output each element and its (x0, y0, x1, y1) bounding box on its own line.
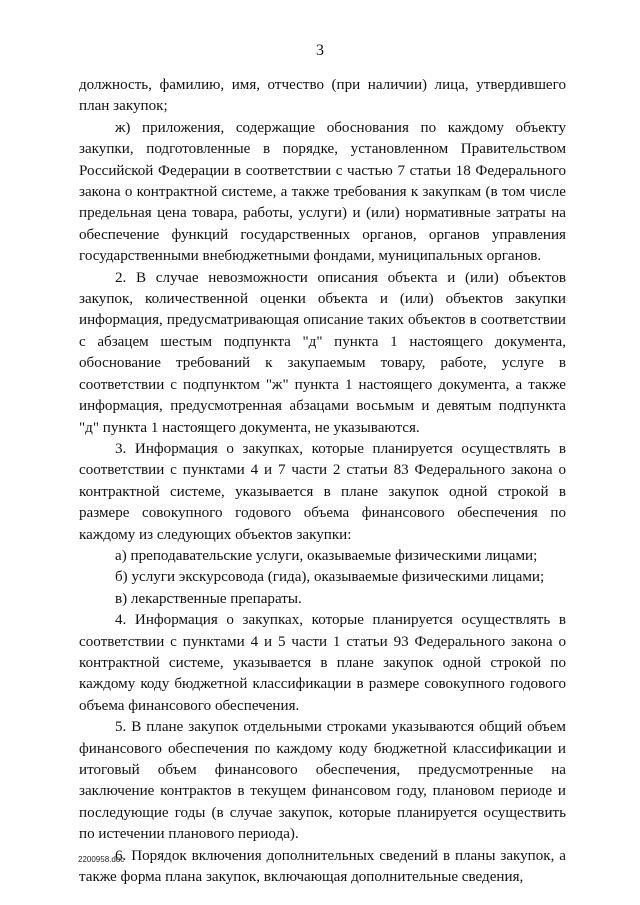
paragraph-item-3: 3. Информация о закупках, которые планируется осуществлять в соответствии с пунктами 4 и 7 части 2 статьи 83 Федерального закона о контрактной системе, указывается в плане закупок одной строкой в размере совокупного годового объема финансового обеспечения по каждому из следующих объектов закупки: (79, 440, 566, 543)
list-item-a: а) преподавательские услуги, оказываемые физическими лицами; (115, 547, 538, 564)
paragraph-item-5: 5. В плане закупок отдельными строками указываются общий объем финансового обеспечения по каждому коду бюджетной классификации и итоговый объем финансового обеспечения, предусмотренные на заключение контрактов в текущем финансовом году, плановом периоде и последующие годы (в случае закупок, которые планируется осуществить по истечении планового периода). (79, 719, 566, 843)
paragraph-continuation: должность, фамилию, имя, отчество (при наличии) лица, утвердившего план закупок; (79, 77, 566, 115)
paragraph-item-4: 4. Информация о закупках, которые планируется осуществлять в соответствии с пунктами 4 и 5 части 1 статьи 93 Федерального закона о контрактной системе, указывается в плане закупок одной строкой по каждому коду бюджетной классификации в размере совокупного годового объема финансового обеспечения. (79, 612, 566, 714)
page-number: 3 (316, 42, 324, 59)
paragraph-item-2: 2. В случае невозможности описания объекта и (или) объектов закупок, количественной оценки объекта и (или) объектов закупки информация, предусматривающая описание таких объектов в соответствии с абзацем шестым подпункта "д" пункта 1 настоящего документа, обоснование требований к закупаемым товару, работе, услуге в соответствии с подпунктом "ж" пункта 1 настоящего документа, а также информация, предусмотренная абзацами восьмым и девятым подпункта "д" пункта 1 настоящего документа, не указываются. (79, 269, 566, 436)
document-body (79, 75, 566, 888)
list-item-b: б) услуги экскурсовода (гида), оказываемые физическими лицами; (115, 569, 545, 586)
footer-filename: 2200958.doc (78, 855, 125, 864)
paragraph-item-6: 6. Порядок включения дополнительных сведений в планы закупок, а также форма плана закупок, включающая дополнительные сведения, (79, 847, 566, 886)
paragraph-subitem-zh: ж) приложения, содержащие обоснования по каждому объекту закупки, подготовленные в порядке, установленном Правительством Российской Федерации в соответствии с частью 7 статьи 18 Федерального закона о контрактной системе, а также требования к закупкам (в том числе предельная цена товара, работы, услуги) и (или) нормативные затраты на обеспечение функций государственных органов, органов управления государственными внебюджетными фондами, муниципальных органов. (79, 119, 566, 265)
list-item-v: в) лекарственные препараты. (115, 590, 302, 607)
